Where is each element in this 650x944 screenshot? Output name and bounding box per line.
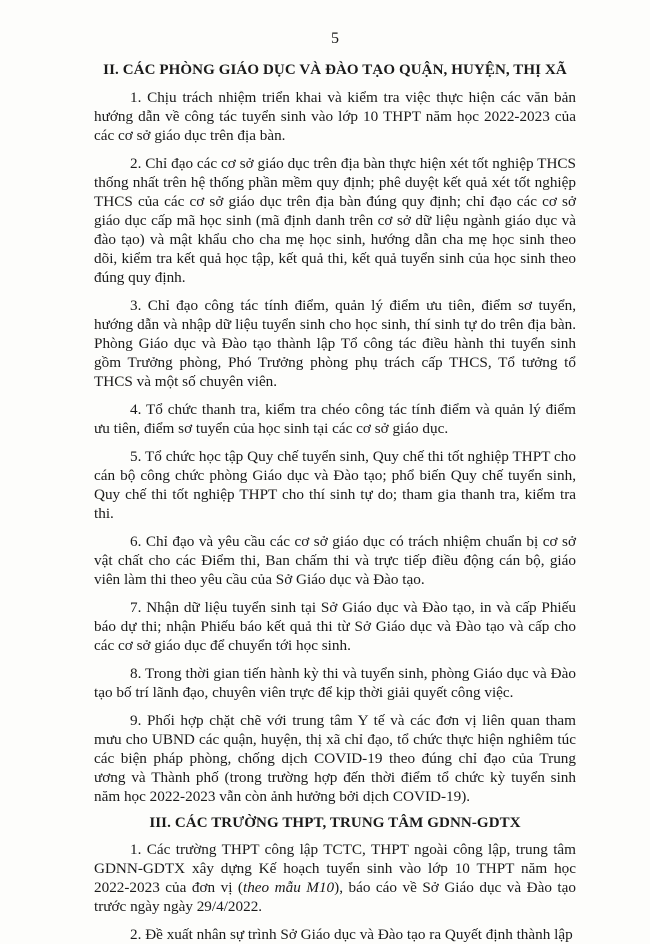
section-3-paragraph-1-text-a: 1. Các trường THPT công lập TCTC, THPT ngoài công lập, trung tâm GDNN-GDTX xây dựng Kế hoạch tuyển sinh vào lớp 10 THPT năm học 2022-2023 của đơn vị ( — [94, 841, 576, 896]
section-3-paragraph-1-text-b: ), báo cáo về Sở Giáo dục và Đào tạo trước ngày ngày 29/4/2022. — [94, 879, 576, 915]
section-2-paragraph-1: 1. Chịu trách nhiệm triển khai và kiểm tra việc thực hiện các văn bản hướng dẫn về công tác tuyển sinh vào lớp 10 THPT năm học 2022-2023 của các cơ sở giáo dục trên địa bàn. — [94, 89, 576, 144]
section-2-paragraph-4: 4. Tổ chức thanh tra, kiểm tra chéo công tác tính điểm và quản lý điểm ưu tiên, điểm sơ tuyển của học sinh tại các cơ sở giáo dục. — [94, 401, 576, 437]
section-3-paragraph-2: 2. Đề xuất nhân sự trình Sở Giáo dục và Đào tạo ra Quyết định thành lập — [130, 926, 573, 943]
section-3-paragraph-1 — [94, 840, 576, 916]
section-2-paragraph-5: 5. Tổ chức học tập Quy chế tuyển sinh, Quy chế thi tốt nghiệp THPT cho cán bộ công chức phòng Giáo dục và Đào tạo; phổ biến Quy chế tuyển sinh, Quy chế thi tốt nghiệp THPT cho thí sinh tự do; tham gia thanh tra, kiểm tra thi. — [94, 448, 576, 522]
section-2-paragraph-3: 3. Chỉ đạo công tác tính điểm, quản lý điểm ưu tiên, điểm sơ tuyển, hướng dẫn và nhập dữ liệu tuyển sinh cho học sinh, thí sinh tự do trên địa bàn. Phòng Giáo dục và Đào tạo thành lập Tổ công tác điều hành thi tuyển sinh gồm Trưởng phòng, Phó Trưởng phòng phụ trách cấp THCS, Tổ tưởng tổ THCS và một số chuyên viên. — [94, 297, 576, 390]
section-2-paragraph-2: 2. Chỉ đạo các cơ sở giáo dục trên địa bàn thực hiện xét tốt nghiệp THCS thống nhất trên hệ thống phần mềm quy định; phê duyệt kết quả xét tốt nghiệp THCS của các cơ sở giáo dục trên địa bàn đúng quy định; chỉ đạo các cơ sở giáo dục cấp mã học sinh (mã định danh trên cơ sở dữ liệu ngành giáo dục và đào tạo) và mật khẩu cho cha mẹ học sinh, hướng dẫn cha mẹ học sinh theo dõi, kiểm tra kết quả học tập, kết quả thi, kết quả tuyển sinh của học sinh theo đúng quy định. — [94, 155, 576, 286]
section-2-paragraph-8: 8. Trong thời gian tiến hành kỳ thi và tuyển sinh, phòng Giáo dục và Đào tạo bố trí lãnh đạo, chuyên viên trực để kịp thời giải quyết công việc. — [94, 665, 576, 701]
section-2-paragraph-7: 7. Nhận dữ liệu tuyển sinh tại Sở Giáo dục và Đào tạo, in và cấp Phiếu báo dự thi; nhận Phiếu báo kết quả thi từ Sở Giáo dục và Đào tạo và cấp cho các cơ sở giáo dục để chuyển tới học sinh. — [94, 599, 576, 654]
section-2-heading: II. CÁC PHÒNG GIÁO DỤC VÀ ĐÀO TẠO QUẬN, HUYỆN, THỊ XÃ — [103, 62, 567, 78]
section-2-paragraph-9: 9. Phối hợp chặt chẽ với trung tâm Y tế và các đơn vị liên quan tham mưu cho UBND các quận, huyện, thị xã chỉ đạo, tổ chức thực hiện nghiêm túc các biện pháp phòng, chống dịch COVID-19 theo đúng chỉ đạo của Trung ương và Thành phố (trong trường hợp đến thời điểm tổ chức kỳ tuyển sinh năm học 2022-2023 vẫn còn ảnh hưởng bởi dịch COVID-19). — [94, 712, 576, 805]
section-3-heading: III. CÁC TRƯỜNG THPT, TRUNG TÂM GDNN-GDTX — [149, 815, 521, 831]
page-number: 5 — [331, 30, 339, 47]
section-2-paragraph-6: 6. Chỉ đạo và yêu cầu các cơ sở giáo dục có trách nhiệm chuẩn bị cơ sở vật chất cho các Điểm thi, Ban chấm thi và trực tiếp điều động cán bộ, giáo viên làm thi theo yêu cầu của Sở Giáo dục và Đào tạo. — [94, 533, 576, 588]
template-reference: theo mẫu M10 — [242, 879, 335, 896]
